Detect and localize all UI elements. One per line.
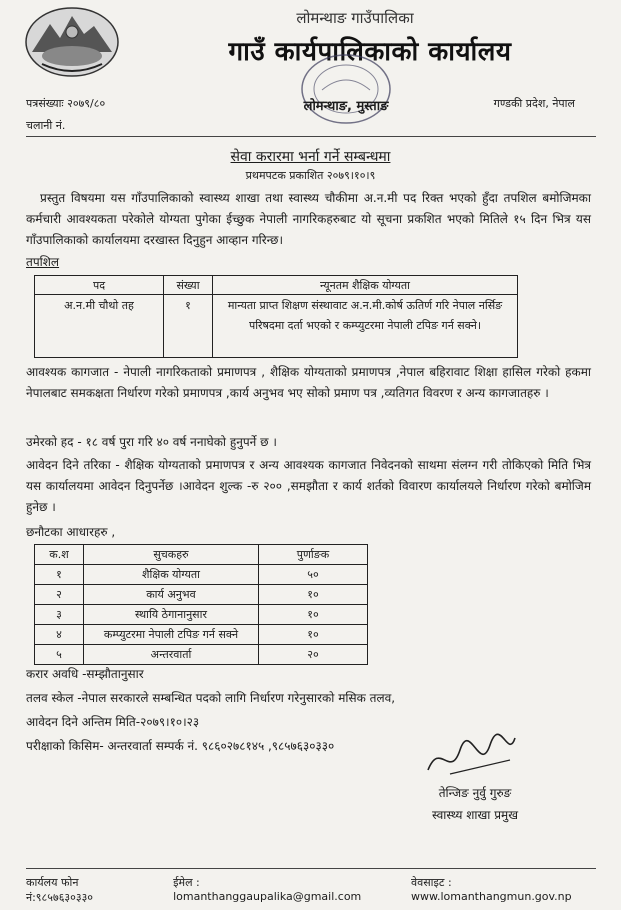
exam-contact: परीक्षाको किसिम- अन्तरवार्ता सम्पर्क नं. ९८६०२७८१४५ ,९८५७६३०३३० [26, 739, 335, 753]
province-label: गण्डकी प्रदेश, नेपाल [493, 97, 575, 110]
table-header-cell: न्यूनतम शैक्षिक योग्यता [213, 276, 518, 295]
table-cell: मान्यता प्राप्त शिक्षण संस्थावाट अ.न.मी.कोर्ष ऊतिर्ण गरि नेपाल नर्सिङ परिषदमा दर्ता भएको र कम्प्युटरमा नेपाली टपिङ गर्न सक्ने। [213, 295, 518, 358]
table-cell: १ [164, 295, 213, 358]
table-cell: १० [259, 605, 368, 625]
dispatch-number: चलानी नं. [26, 119, 66, 132]
table-row [35, 585, 368, 605]
table-row [35, 295, 518, 358]
office-location: लोमन्थाङ, मुस्ताङ [303, 99, 389, 114]
notice-intro: प्रस्तुत विषयमा यस गाँउपालिकाको स्वास्थ्य शाखा तथा स्वास्थ्य चौकीमा अ.न.मी पद रिक्त भएको हुँदा तपशिल बमोजिमका कर्मचारी आवश्यकता परेकोले योग्यता पुगेका ईच्छुक नेपाली नागरिकहरुबाट यो सूचना प्रकशित भएको मितिले १५ दिन भित्र यस गाँउपालिकाको कार्यालयमा दरखास्त दिनुहुन आव्हान गरिन्छ। [26, 191, 591, 247]
table-cell: २० [259, 645, 368, 665]
office-name: लोमन्थाङ गाउँपालिका [296, 9, 414, 27]
table-row [35, 645, 368, 665]
table-header-row [35, 545, 368, 565]
footer-phone: कार्यलय फोन नं:९८५७६३०३३० [26, 876, 94, 904]
table-cell: १० [259, 625, 368, 645]
criteria-label: छनौटका आधारहरु , [26, 525, 116, 539]
table-cell: कम्प्युटरमा नेपाली टपिङ गर्न सक्ने [84, 625, 259, 645]
application-method: आवेदन दिने तरिका - शैक्षिक योग्यताको प्रमाणपत्र र अन्य आवश्यक कागजात निवेदनको साथमा संलग्न गरी तोकिएको मिति भित्र यस कार्यालयमा आवेदन दिनुपर्नेछ ।आवेदन शुल्क -रु २०० ,समझौता र कार्य शर्तको विवारण कार्यालयले निर्धारण गरेको बमोजिम हुनेछ । [26, 458, 591, 514]
first-published-date: प्रथमपटक प्रकाशित २०७९।१०।९ [245, 169, 376, 182]
header-divider [26, 136, 596, 137]
table-row [35, 565, 368, 585]
table-cell: स्थायि ठेगानानुसार [84, 605, 259, 625]
salary-scale: तलव स्केल -नेपाल सरकारले सम्बन्धित पदको लागि निर्धारण गरेनुसारको मसिक तलव, [26, 691, 396, 705]
table-cell: १० [259, 585, 368, 605]
signature-icon [420, 730, 520, 785]
table-header-cell: पुर्णाङक [259, 545, 368, 565]
signatory-title: स्वास्थ्य शाखा प्रमुख [431, 808, 519, 822]
signatory [410, 782, 540, 826]
notice-subject: सेवा करारमा भर्ना गर्ने सम्बन्धमा [230, 149, 391, 165]
table-cell: कार्य अनुभव [84, 585, 259, 605]
table-header-row [35, 276, 518, 295]
table-row [35, 625, 368, 645]
table-cell: १ [35, 565, 84, 585]
table-header-cell: सुचकहरु [84, 545, 259, 565]
table-cell: ५ [35, 645, 84, 665]
table-cell: अ.न.मी चौथो तह [35, 295, 164, 358]
table-cell: २ [35, 585, 84, 605]
details-label: तपशिल [26, 255, 60, 269]
footer-website: वेवसाइट : www.lomanthangmun.gov.np [410, 876, 572, 903]
footer-email: ईमेल : lomanthanggaupalika@gmail.com [173, 876, 362, 903]
table-cell: ३ [35, 605, 84, 625]
signatory-name: तेन्जिङ नुर्वु गुरुङ [438, 786, 512, 800]
table-cell: अन्तरवार्ता [84, 645, 259, 665]
table-header-cell: क.श [35, 545, 84, 565]
footer [26, 875, 606, 905]
table-cell: ४ [35, 625, 84, 645]
office-title: गाउँ कार्यपालिकाको कार्यालय [228, 37, 512, 67]
table-header-cell: पद [35, 276, 164, 295]
reference-number: पत्रसंख्याः २०७९/८० [26, 97, 106, 110]
contract-period: करार अवधि -सम्झौतानुसार [26, 667, 144, 681]
post-table [34, 275, 518, 358]
table-cell: ५० [259, 565, 368, 585]
table-cell: शैक्षिक योग्यता [84, 565, 259, 585]
table-row [35, 605, 368, 625]
footer-divider [26, 868, 596, 869]
criteria-table [34, 544, 368, 665]
office-stamp-icon [298, 50, 394, 128]
application-deadline: आवेदन दिने अन्तिम मिति-२०७९।१०।२३ [26, 715, 200, 729]
documents-requirement: आवश्यक कागजात - नेपाली नागरिकताको प्रमाणपत्र , शैक्षिक योग्यताको प्रमाणपत्र ,नेपाल बहिरावाट शिक्षा हासिल गरेको हकमा नेपालबाट समकक्षता निर्धारण गरेको प्रमाणपत्र ,कार्य अनुभव भए सोको प्रमाण पत्र ,व्यतिगत विवरण र अन्य कागजातहरु । [26, 365, 591, 400]
age-limit: उमेरको हद - १८ वर्ष पुरा गरि ४० वर्ष ननाघेको हुनुपर्ने छ । [26, 435, 277, 449]
nepal-emblem-icon [22, 4, 122, 78]
table-header-cell: संख्या [164, 276, 213, 295]
